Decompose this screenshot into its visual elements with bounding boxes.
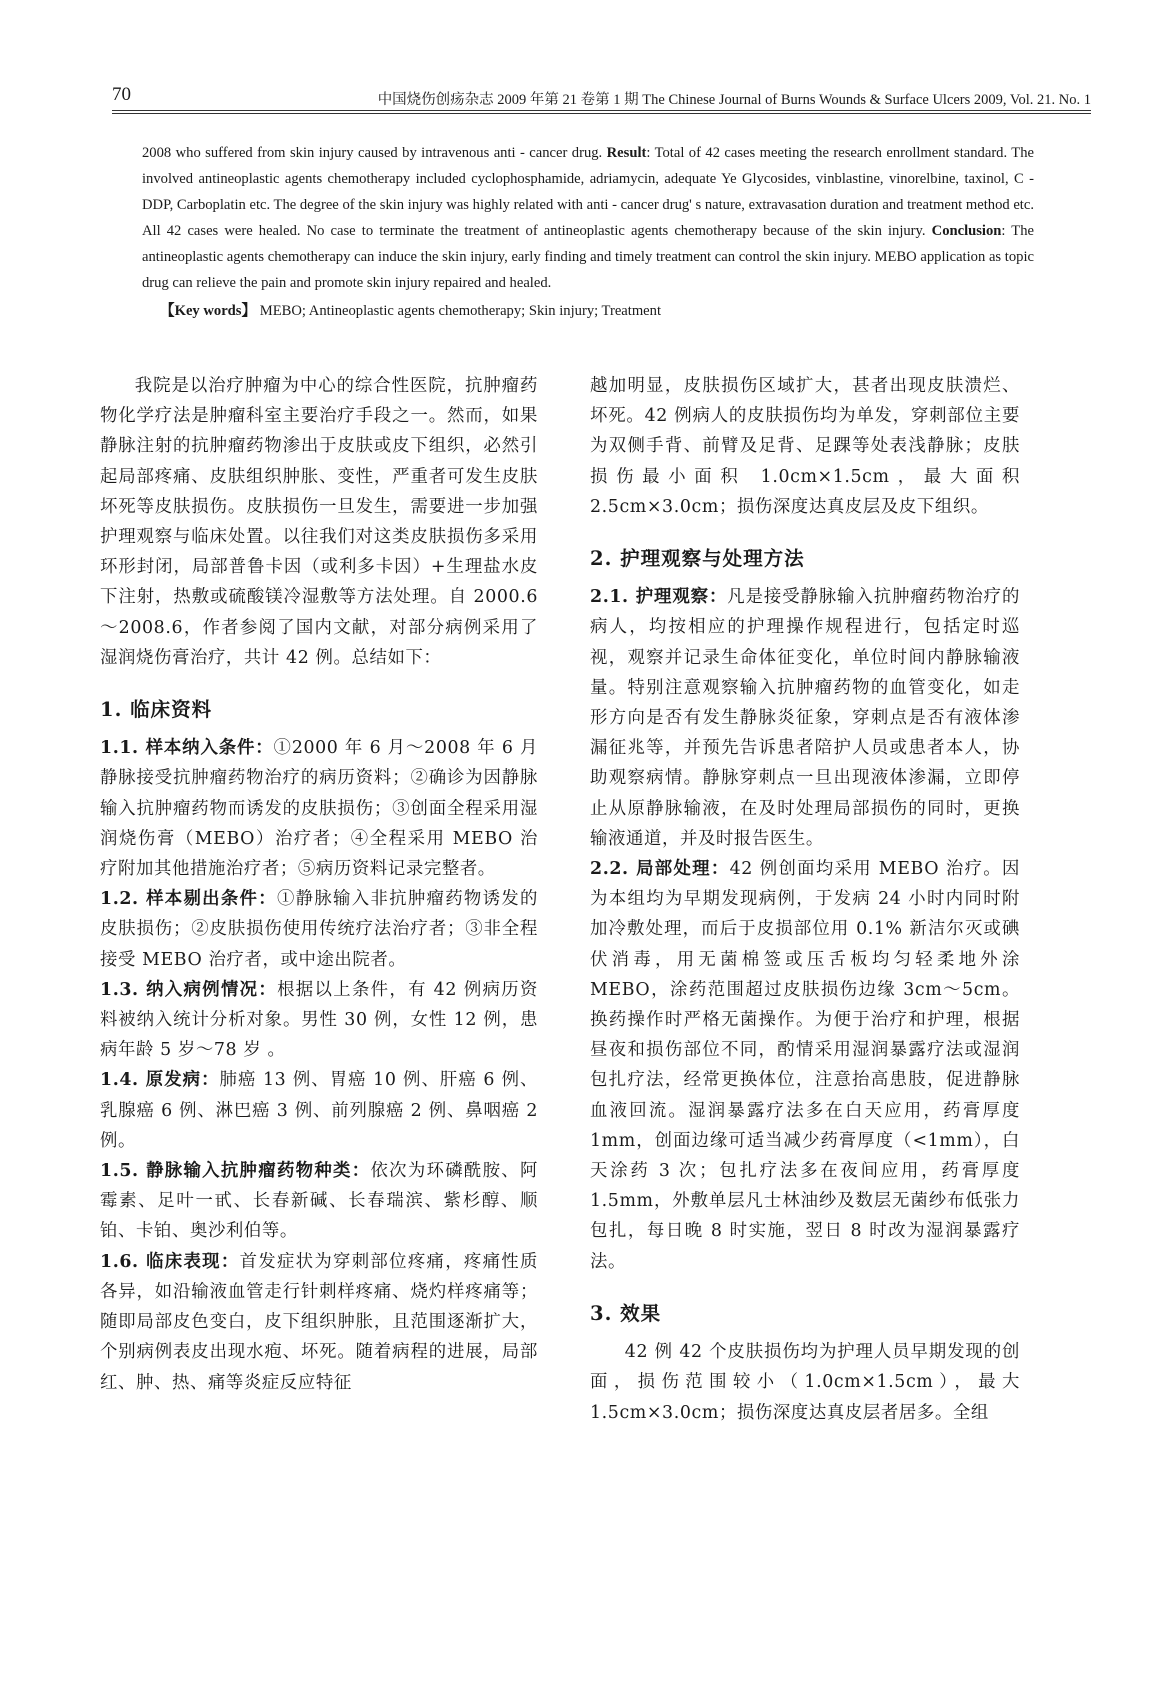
- subsection-1-4: [100, 1065, 538, 1156]
- subsection-1-3: [100, 975, 538, 1066]
- keywords-line: [142, 299, 1034, 325]
- english-abstract: [142, 141, 1034, 325]
- conclusion-label: Conclusion: [931, 222, 1002, 239]
- keywords-label: 【Key words】: [160, 303, 257, 320]
- subsection-2-1-text: 凡是接受静脉输入抗肿瘤药物治疗的病人，均按相应的护理操作规程进行，包括定时巡视，观察并记录生命体征变化，单位时间内静脉输液量。特别注意观察输入抗肿瘤药物的血管变化，如走形方向是否有发生静脉炎征象，穿刺点是否有液体渗漏征兆等，并预先告诉患者陪护人员或患者本人，协助观察病情。静脉穿刺点一旦出现液体渗漏，立即停止从原静脉输液，在及时处理局部损伤的同时，更换输液通道，并及时报告医生。: [590, 587, 1020, 849]
- subsection-1-3-label: 1.3. 纳入病例情况：: [100, 979, 278, 1000]
- page-number: 70: [112, 84, 131, 105]
- abstract-result-text: : Total of 42 cases meeting the research enrollment standard. The involved antineoplastic agents chemotherapy included cyclophosphamide, adriamycin, adequate Ye Glycosides, vinblastine, vinorelbine, taxinol, C - DDP, Carboplatin etc. The degree of the skin injury was highly related with anti - cancer drug' s nature, extravasation duration and treatment method etc. All 42 cases were healed. No case to terminate the treatment of antineoplastic agents chemotherapy because of the skin injury.: [142, 145, 1034, 239]
- section-heading-1: 1. 临床资料: [100, 698, 213, 722]
- subsection-1-4-text: 肺癌 13 例、胃癌 10 例、肝癌 6 例、乳腺癌 6 例、淋巴癌 3 例、前列腺癌 2 例、鼻咽癌 2 例。: [100, 1070, 538, 1151]
- subsection-1-6-label: 1.6. 临床表现：: [100, 1251, 240, 1272]
- subsection-1-5-text: 依次为环磷酰胺、阿霉素、足叶一甙、长春新碱、长春瑞滨、紫杉醇、顺铂、卡铂、奥沙利伯等。: [100, 1161, 538, 1242]
- subsection-1-5: [100, 1156, 538, 1247]
- left-column: [100, 371, 538, 1398]
- subsection-1-2-text: ①静脉输入非抗肿瘤药物诱发的皮肤损伤；②皮肤损伤使用传统疗法治疗者；③非全程接受 MEBO 治疗者，或中途出院者。: [100, 889, 538, 970]
- subsection-1-1-label: 1.1. 样本纳入条件：: [100, 738, 274, 759]
- subsection-1-3-text: 根据以上条件，有 42 例病历资料被纳入统计分析对象。男性 30 例，女性 12 例，患病年龄 5 岁～78 岁 。: [100, 979, 538, 1061]
- intro-paragraph: 我院是以治疗肿瘤为中心的综合性医院，抗肿瘤药物化学疗法是肿瘤科室主要治疗手段之一。然而，如果静脉注射的抗肿瘤药物渗出于皮肤或皮下组织，必然引起局部疼痛、皮肤组织肿胀、变性，严重者可发生皮肤坏死等皮肤损伤。皮肤损伤一旦发生，需要进一步加强护理观察与临床处置。以往我们对这类皮肤损伤多采用环形封闭，局部普鲁卡因（或利多卡因）+生理盐水皮下注射，热敷或硫酸镁冷湿敷等方法处理。自 2000.6～2008.6，作者参阅了国内文献，对部分病例采用了湿润烧伤膏治疗，共计 42 例。总结如下：: [100, 376, 538, 668]
- section-heading-2: 2. 护理观察与处理方法: [590, 547, 805, 571]
- subsection-1-2: [100, 884, 538, 975]
- subsection-1-2-label: 1.2. 样本剔出条件：: [100, 889, 277, 910]
- subsection-2-1: [590, 582, 1020, 854]
- result-label: Result: [606, 145, 647, 161]
- subsection-1-6: [100, 1247, 538, 1398]
- subsection-2-2-text: 42 例创面均采用 MEBO 治疗。因为本组均为早期发现病例，于发病 24 小时内同时附加冷敷处理，而后于皮损部位用 0.1% 新洁尔灭或碘伏消毒，用无菌棉签或压舌板均匀轻柔地外涂 MEBO，涂药范围超过皮肤损伤边缘 3cm～5cm。换药操作时严格无菌操作。为便于治疗和护理，根据昼夜和损伤部位不同，酌情采用湿润暴露疗法或湿润包扎疗法，经常更换体位，注意抬高患肢，促进静脉血液回流。湿润暴露疗法多在白天应用，药膏厚度 1mm，创面边缘可适当减少药膏厚度（<1mm），白天涂药 3 次；包扎疗法多在夜间应用，药膏厚度 1.5mm，外敷单层凡士林油纱及数层无菌纱布低张力包扎，每日晚 8 时实施，翌日 8 时改为湿润暴露疗法。: [590, 859, 1020, 1272]
- subsection-2-1-label: 2.1. 护理观察：: [590, 587, 728, 608]
- subsection-1-4-label: 1.4. 原发病：: [100, 1070, 220, 1091]
- header-rule-secondary: [112, 113, 1091, 114]
- subsection-1-5-label: 1.5. 静脉输入抗肿瘤药物种类：: [100, 1161, 371, 1182]
- subsection-1-1: [100, 733, 538, 884]
- abstract-conclusion-text: : The antineoplastic agents chemotherapy can induce the skin injury, early finding and timely treatment can control the skin injury. MEBO application as topic drug can relieve the pain and promote skin injury repaired and healed.: [142, 222, 1034, 291]
- header-rule: [112, 110, 1091, 111]
- section-heading-3: 3. 效果: [590, 1301, 662, 1325]
- subsection-1-1-text: ①2000 年 6 月～2008 年 6 月静脉接受抗肿瘤药物治疗的病历资料；②确诊为因静脉输入抗肿瘤药物而诱发的皮肤损伤；③创面全程采用湿润烧伤膏（MEBO）治疗者；④全程采用 MEBO 治疗附加其他措施治疗者；⑤病历资料记录完整者。: [100, 738, 538, 880]
- journal-header: 中国烧伤创疡杂志 2009 年第 21 卷第 1 期 The Chinese Journal of Burns Wounds & Surface Ulcers 2009, Vol. 21. No. 1: [377, 92, 1091, 108]
- subsection-2-2: [590, 854, 1020, 1277]
- continuation-paragraph: 越加明显，皮肤损伤区域扩大，甚者出现皮肤溃烂、坏死。42 例病人的皮肤损伤均为单发，穿刺部位主要为双侧手背、前臂及足背、足踝等处表浅静脉；皮肤损伤最小面积 1.0cm×1.5cm，最大面积 2.5cm×3.0cm；损伤深度达真皮层及皮下组织。: [590, 376, 1020, 517]
- keywords-text: MEBO; Antineoplastic agents chemotherapy; Skin injury; Treatment: [256, 303, 662, 320]
- subsection-1-6-text: 首发症状为穿刺部位疼痛，疼痛性质各异，如沿输液血管走行针刺样疼痛、烧灼样疼痛等；随即局部皮色变白，皮下组织肿胀，且范围逐渐扩大，个别病例表皮出现水疱、坏死。随着病程的进展，局部红、肿、热、痛等炎症反应特征: [100, 1251, 538, 1393]
- results-paragraph: 42 例 42 个皮肤损伤均为护理人员早期发现的创面，损伤范围较小（1.0cm×1.5cm），最大 1.5cm×3.0cm；损伤深度达真皮层者居多。全组: [590, 1342, 1020, 1423]
- right-column: [590, 371, 1020, 1428]
- subsection-2-2-label: 2.2. 局部处理：: [590, 859, 730, 880]
- abstract-body: [142, 141, 1034, 296]
- abstract-methods-tail: 2008 who suffered from skin injury caused by intravenous anti - cancer drug.: [142, 145, 607, 161]
